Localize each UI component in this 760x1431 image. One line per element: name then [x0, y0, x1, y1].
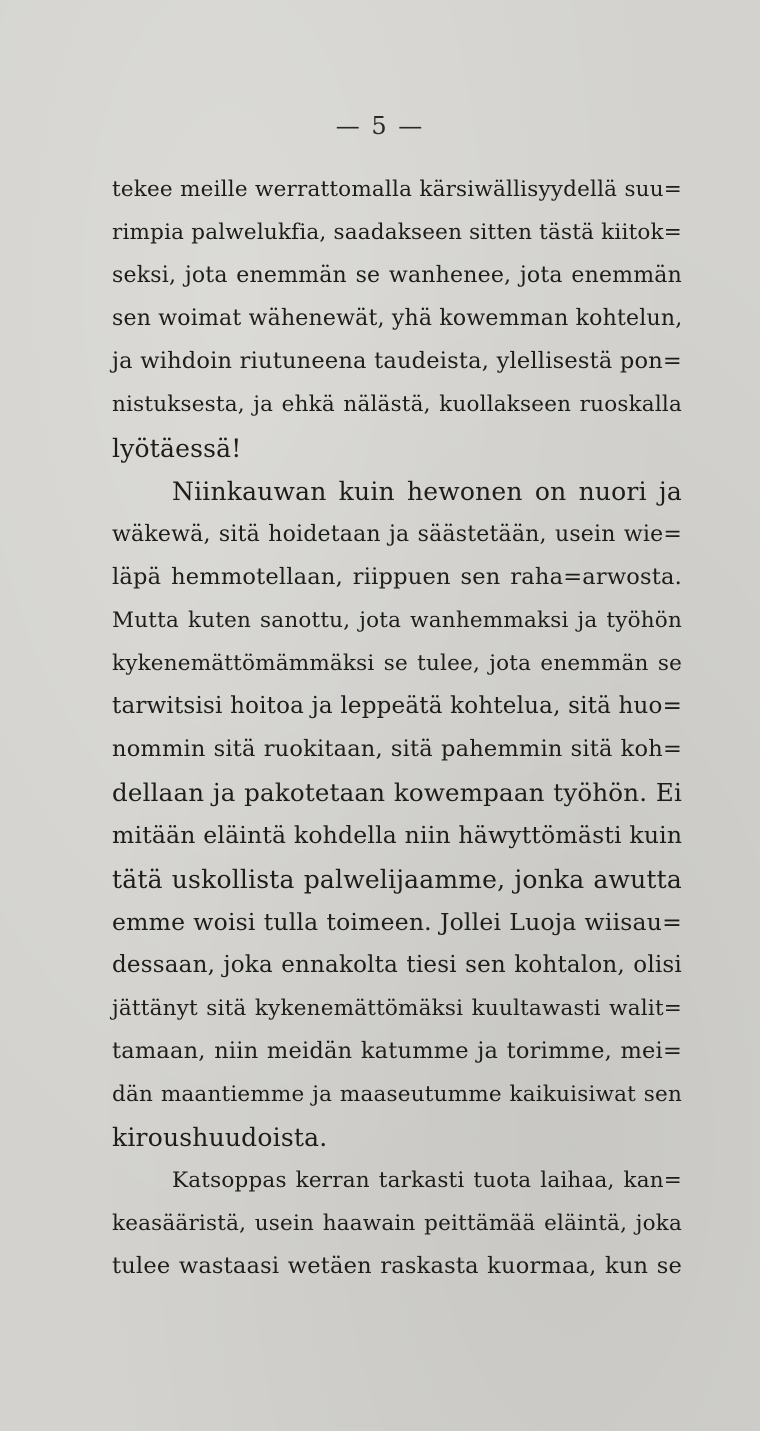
text-line: Niinkauwan kuin hewonen on nuori ja — [172, 476, 682, 506]
text-line: Katsoppas kerran tarkasti tuota laihaa, kan= — [172, 1168, 682, 1194]
text-line: tekee meille werrattomalla kärsiwällisyydellä suu= — [112, 177, 682, 202]
text-line: sen woimat wähenewät, yhä kowemman kohtelun, — [112, 306, 683, 332]
text-line: wäkewä, sitä hoidetaan ja säästetään, usein wie= — [112, 521, 682, 547]
text-line: seksi, jota enemmän se wanhenee, jota enemmän — [112, 263, 682, 289]
text-line: ja wihdoin riutuneena taudeista, ylellisestä pon= — [112, 348, 682, 375]
text-line: kykenemättömämmäksi se tulee, jota enemmän se — [112, 651, 682, 677]
text-line: tarwitsisi hoitoa ja leppeätä kohtelua, sitä huo= — [112, 693, 683, 720]
text-line: emme woisi tulla toimeen. Jollei Luoja wiisau= — [112, 907, 682, 936]
text-line: läpä hemmotellaan, riippuen sen raha=arwosta. — [112, 563, 682, 590]
text-line: rimpia palwelukfia, saadakseen sitten tästä kiitok= — [112, 220, 682, 246]
text-line: dessaan, joka ennakolta tiesi sen kohtalon, olisi — [112, 951, 682, 978]
text-line: tamaan, niin meidän katumme ja torimme, mei= — [112, 1037, 682, 1064]
text-line: dellaan ja pakotetaan kowempaan työhön. Ei — [112, 778, 682, 808]
text-line: dän maantiemme ja maaseutumme kaikuisiwat sen — [112, 1081, 682, 1107]
text-line: tätä uskollista palwelijaamme, jonka awutta — [112, 864, 682, 894]
page-number: — 5 — — [335, 112, 425, 140]
text-line: mitään eläintä kohdella niin häwyttömästi kuin — [112, 821, 683, 850]
text-line: tulee wastaasi wetäen raskasta kuormaa, kun se — [112, 1253, 682, 1280]
text-line: kiroushuudoista. — [112, 1123, 328, 1153]
text-line: jättänyt sitä kykenemättömäksi kuultawasti walit= — [112, 995, 682, 1021]
body-text — [112, 168, 682, 1288]
text-line: nommin sitä ruokitaan, sitä pahemmin sitä koh= — [112, 736, 682, 763]
text-line: Mutta kuten sanottu, jota wanhemmaksi ja työhön — [112, 607, 682, 633]
text-line: keasääristä, usein haawain peittämää eläintä, joka — [112, 1211, 682, 1237]
text-line: nistuksesta, ja ehkä nälästä, kuollakseen ruoskalla — [112, 392, 682, 418]
text-line: lyötäessä! — [112, 433, 242, 463]
